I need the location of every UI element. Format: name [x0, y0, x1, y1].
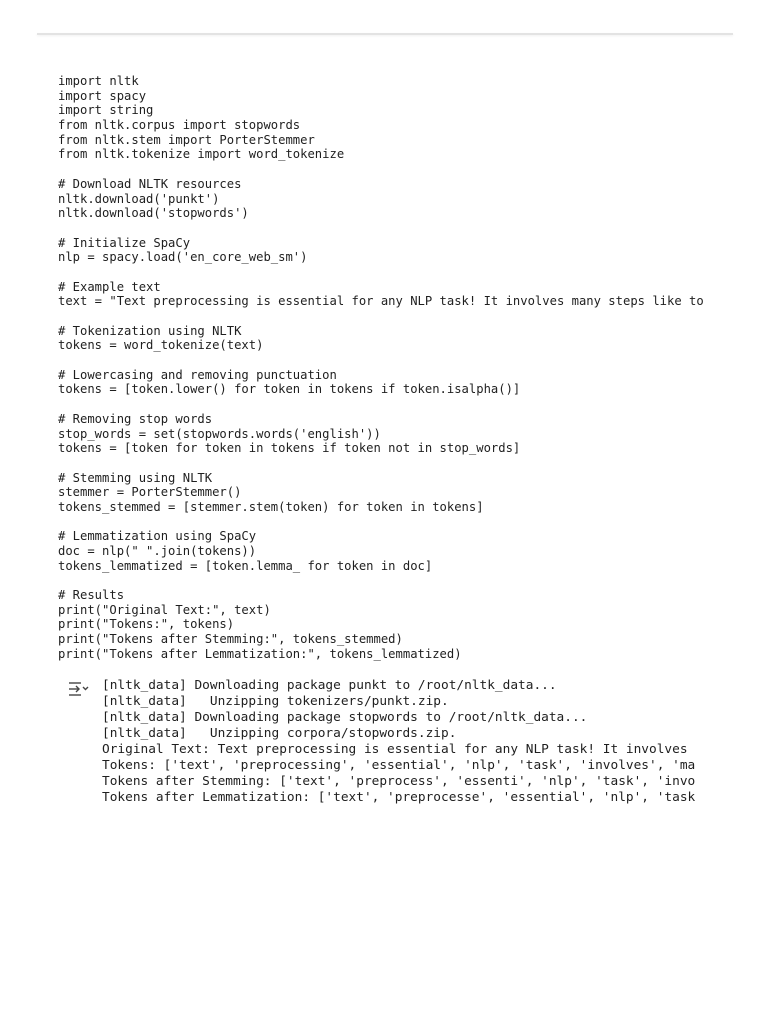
- code-line: [58, 309, 720, 324]
- code-line: print("Tokens after Stemming:", tokens_stemmed): [58, 632, 403, 647]
- output-line: [nltk_data] Unzipping corpora/stopwords.zip.: [102, 726, 457, 741]
- code-line: nltk.download('punkt'): [58, 191, 220, 206]
- code-line: text = "Text preprocessing is essential for any NLP task! It involves many steps like to: [58, 294, 704, 309]
- code-line: stop_words = set(stopwords.words('english')): [58, 426, 381, 441]
- code-line: # Results: [58, 588, 125, 603]
- output-line: Tokens: ['text', 'preprocessing', 'essential', 'nlp', 'task', 'involves', 'ma: [102, 758, 696, 773]
- code-cell[interactable]: [58, 74, 720, 662]
- code-line: nlp = spacy.load('en_core_web_sm'): [58, 250, 308, 265]
- code-line: import string: [58, 103, 154, 118]
- code-line: [58, 456, 720, 471]
- code-line: [58, 515, 720, 530]
- code-line: print("Original Text:", text): [58, 602, 271, 617]
- code-line: tokens = word_tokenize(text): [58, 338, 264, 353]
- cell-top-divider: [37, 33, 733, 35]
- code-line: [58, 265, 720, 280]
- output-collapse-icon[interactable]: [67, 680, 89, 698]
- code-line: from nltk.corpus import stopwords: [58, 118, 301, 133]
- code-line: # Download NLTK resources: [58, 176, 242, 191]
- code-line: import spacy: [58, 88, 147, 103]
- code-line: # Initialize SpaCy: [58, 235, 191, 250]
- code-line: # Stemming using NLTK: [58, 470, 213, 485]
- code-line: from nltk.stem import PorterStemmer: [58, 132, 315, 147]
- output-text-area: [102, 678, 726, 806]
- code-line: tokens_stemmed = [stemmer.stem(token) for token in tokens]: [58, 499, 484, 514]
- output-line: [nltk_data] Downloading package stopwords to /root/nltk_data...: [102, 710, 588, 725]
- code-line: from nltk.tokenize import word_tokenize: [58, 147, 345, 162]
- output-line: Tokens after Lemmatization: ['text', 'preprocesse', 'essential', 'nlp', 'task: [102, 790, 696, 805]
- code-line: import nltk: [58, 74, 139, 88]
- output-line: Tokens after Stemming: ['text', 'preprocess', 'essenti', 'nlp', 'task', 'invo: [102, 774, 696, 789]
- code-line: print("Tokens:", tokens): [58, 617, 235, 632]
- code-line: doc = nlp(" ".join(tokens)): [58, 544, 257, 558]
- code-line: [58, 397, 720, 412]
- code-line: [58, 353, 720, 368]
- output-line: Original Text: Text preprocessing is essential for any NLP task! It involves: [102, 742, 688, 757]
- code-line: [58, 162, 720, 177]
- code-line: # Example text: [58, 279, 161, 294]
- output-line: [nltk_data] Downloading package punkt to /root/nltk_data...: [102, 678, 557, 693]
- code-line: [58, 573, 720, 588]
- output-line: [nltk_data] Unzipping tokenizers/punkt.zip.: [102, 694, 449, 709]
- code-line: [58, 221, 720, 236]
- code-line: tokens = [token.lower() for token in tokens if token.isalpha()]: [58, 382, 521, 397]
- code-line: # Tokenization using NLTK: [58, 323, 242, 338]
- code-line: tokens_lemmatized = [token.lemma_ for token in doc]: [58, 558, 433, 573]
- code-line: stemmer = PorterStemmer(): [58, 485, 242, 500]
- code-line: # Removing stop words: [58, 411, 213, 426]
- output-cell: [64, 676, 726, 816]
- code-line: # Lowercasing and removing punctuation: [58, 367, 337, 382]
- code-line: # Lemmatization using SpaCy: [58, 529, 257, 544]
- code-line: tokens = [token for token in tokens if token not in stop_words]: [58, 441, 521, 456]
- code-line: print("Tokens after Lemmatization:", tokens_lemmatized): [58, 646, 462, 661]
- code-line: nltk.download('stopwords'): [58, 206, 249, 221]
